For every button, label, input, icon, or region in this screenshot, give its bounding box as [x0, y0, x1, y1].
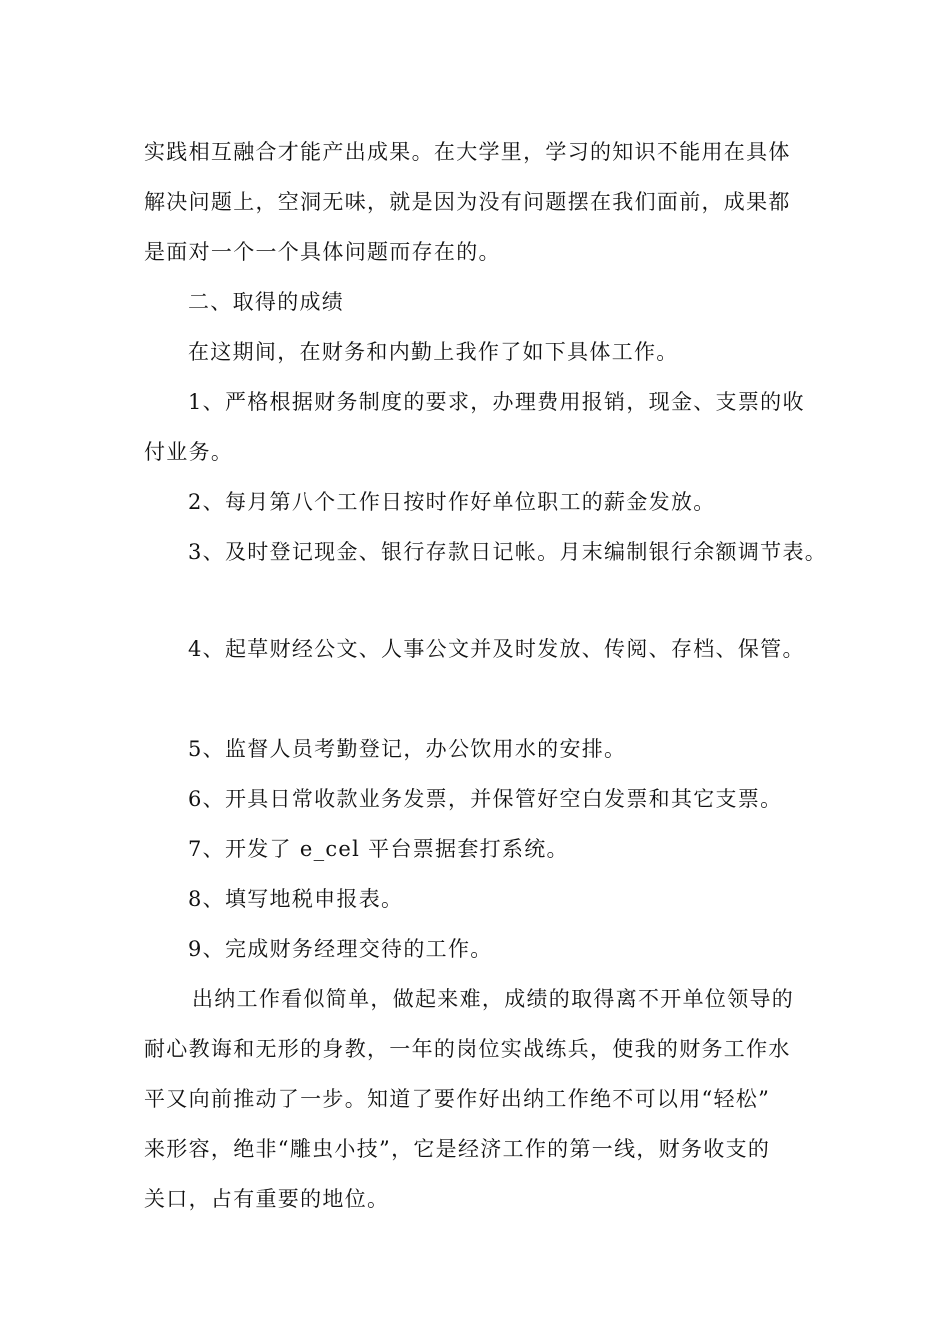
body-text-line: 实践相互融合才能产出成果。在大学里，学习的知识不能用在具体 [144, 140, 791, 164]
list-item: 4、起草财经公文、人事公文并及时发放、传阅、存档、保管。 [188, 637, 805, 661]
list-item: 6、开具日常收款业务发票，并保管好空白发票和其它支票。 [188, 787, 783, 811]
section-heading: 二、取得的成绩 [188, 290, 345, 314]
list-item: 9、完成财务经理交待的工作。 [188, 937, 493, 961]
list-item: 8、填写地税申报表。 [188, 887, 404, 911]
list-item: 2、每月第八个工作日按时作好单位职工的薪金发放。 [188, 490, 716, 514]
body-text-line: 耐心教诲和无形的身教，一年的岗位实战练兵，使我的财务工作水 [144, 1037, 791, 1061]
list-item: 7、开发了 e_cel 平台票据套打系统。 [188, 837, 569, 861]
list-item: 3、及时登记现金、银行存款日记帐。月末编制银行余额调节表。 [188, 540, 828, 564]
body-text-line: 平又向前推动了一步。知道了要作好出纳工作绝不可以用“轻松” [144, 1087, 771, 1111]
list-item: 5、监督人员考勤登记，办公饮用水的安排。 [188, 737, 627, 761]
body-text-line: 解决问题上，空洞无味，就是因为没有问题摆在我们面前，成果都 [144, 190, 791, 214]
body-text-line: 在这期间，在财务和内勤上我作了如下具体工作。 [188, 340, 679, 364]
list-item: 1、严格根据财务制度的要求，办理费用报销，现金、支票的收 [188, 390, 805, 414]
body-text-line: 出纳工作看似简单，做起来难，成绩的取得离不开单位领导的 [192, 987, 795, 1011]
list-item-continuation: 付业务。 [144, 440, 234, 464]
body-text-line: 来形容，绝非“雕虫小技”，它是经济工作的第一线，财务收支的 [144, 1137, 771, 1161]
body-text-line: 是面对一个一个具体问题而存在的。 [144, 240, 501, 264]
body-text-line: 关口，占有重要的地位。 [144, 1187, 390, 1211]
